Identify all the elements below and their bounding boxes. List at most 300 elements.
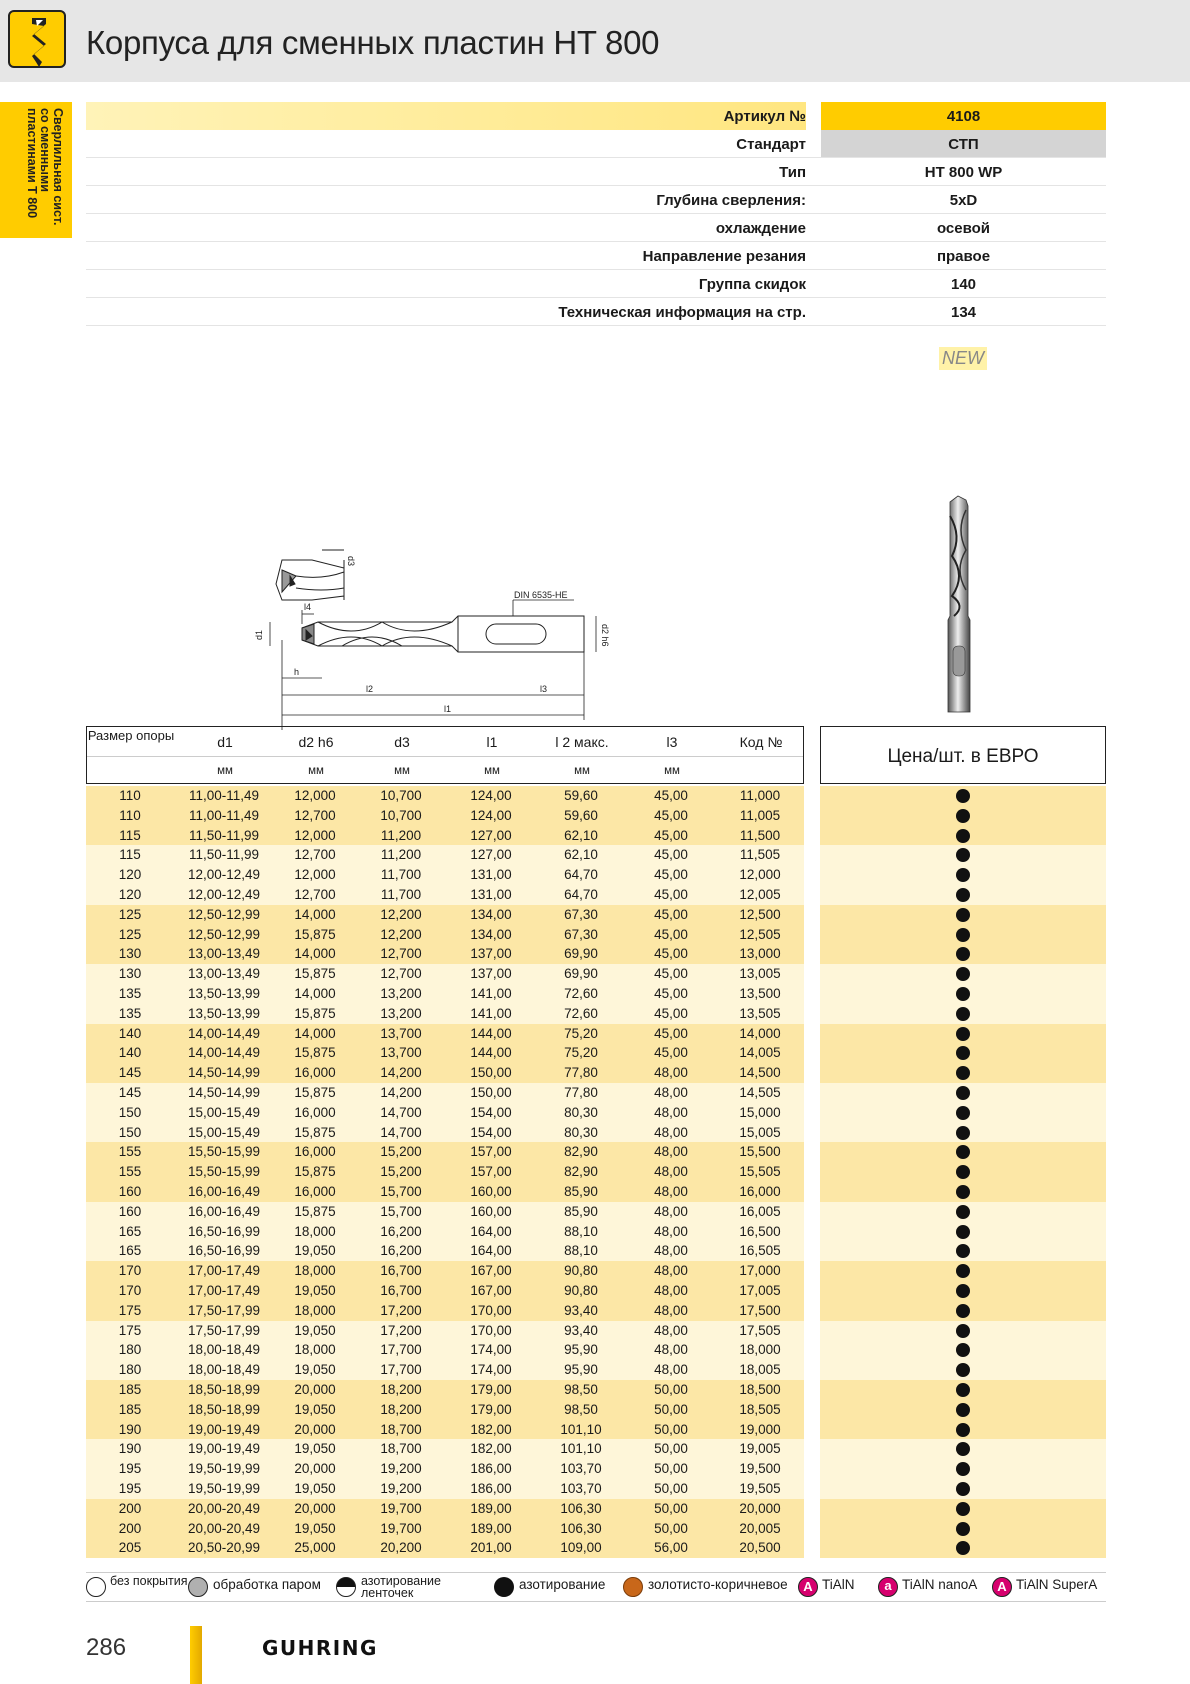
table-cell: 174,00: [470, 1362, 512, 1378]
availability-dot-icon: [956, 1502, 970, 1516]
table-cell: 13,00-13,49: [187, 966, 261, 982]
availability-dot-icon: [956, 1205, 970, 1219]
table-cell: 48,00: [654, 1065, 688, 1081]
table-row: [86, 1103, 1106, 1123]
table-cell: 14,000: [294, 946, 336, 962]
table-cell: 145: [118, 1065, 142, 1081]
table-cell: 144,00: [470, 1045, 512, 1061]
table-row: [86, 1024, 1106, 1044]
steam-treated-icon: [188, 1577, 208, 1597]
table-cell: 13,500: [739, 986, 781, 1001]
table-cell: 15,700: [380, 1184, 422, 1199]
table-cell: 45,00: [654, 827, 688, 843]
table-cell: 19,000: [739, 1421, 781, 1437]
tialn-nanoa-icon: a: [878, 1577, 898, 1597]
legend-label: золотисто-коричневое: [648, 1577, 788, 1592]
page-title: Корпуса для сменных пластин HT 800: [86, 24, 660, 61]
table-row: [86, 786, 1106, 806]
table-cell: 45,00: [654, 847, 688, 863]
table-cell: 18,00-18,49: [187, 1342, 261, 1358]
table-cell: 19,50-19,99: [187, 1461, 261, 1477]
table-cell: 125: [118, 926, 142, 942]
table-row: [86, 984, 1106, 1004]
spec-value: 4108: [946, 108, 981, 125]
price-header-label: Цена/шт. в ЕВРО: [887, 746, 1039, 767]
availability-dot-icon: [956, 928, 970, 942]
table-cell: 15,005: [739, 1124, 781, 1140]
table-row: [86, 1004, 1106, 1024]
dim-label-l4: l4: [304, 602, 312, 612]
table-cell: 16,000: [294, 1065, 336, 1081]
table-cell: 17,005: [739, 1283, 781, 1298]
table-cell: 165: [118, 1223, 142, 1239]
table-cell: 16,000: [739, 1184, 781, 1199]
table-cell: 12,00-12,49: [187, 887, 261, 902]
table-cell: 144,00: [470, 1025, 512, 1041]
unit-label: мм: [484, 765, 500, 777]
unit-label: мм: [574, 765, 590, 777]
table-cell: 14,000: [294, 986, 336, 1001]
unit-label: мм: [394, 765, 410, 777]
spec-row-discount-group: [86, 270, 1106, 298]
table-cell: 130: [118, 966, 142, 982]
table-cell: 186,00: [470, 1461, 512, 1477]
table-cell: 12,000: [294, 788, 336, 803]
table-cell: 98,50: [564, 1401, 598, 1417]
table-cell: 11,00-11,49: [188, 788, 260, 803]
table-cell: 160: [118, 1184, 142, 1199]
table-cell: 48,00: [654, 1085, 688, 1100]
table-cell: 45,00: [654, 966, 688, 982]
table-cell: 20,50-20,99: [187, 1540, 261, 1556]
table-cell: 13,005: [739, 966, 781, 982]
table-row: [86, 1301, 1106, 1321]
spec-label: Группа скидок: [698, 276, 806, 293]
table-cell: 189,00: [470, 1520, 512, 1536]
table-cell: 140: [118, 1025, 142, 1041]
new-badge: NEW: [939, 347, 987, 370]
table-cell: 19,500: [739, 1461, 781, 1477]
table-row: [86, 1340, 1106, 1360]
table-cell: 48,00: [654, 1184, 688, 1199]
table-cell: 50,00: [654, 1441, 688, 1457]
table-cell: 93,40: [564, 1322, 598, 1338]
table-cell: 130: [118, 946, 142, 962]
availability-dot-icon: [956, 888, 970, 902]
table-cell: 16,50-16,99: [187, 1243, 261, 1259]
table-cell: 145: [118, 1085, 142, 1100]
table-cell: 85,90: [564, 1184, 598, 1199]
table-cell: 205: [118, 1540, 142, 1556]
table-cell: 19,050: [294, 1283, 336, 1298]
table-cell: 48,00: [654, 1283, 688, 1298]
table-cell: 19,700: [380, 1500, 422, 1516]
table-cell: 45,00: [654, 1005, 688, 1021]
table-cell: 15,00-15,49: [187, 1124, 261, 1140]
table-cell: 189,00: [470, 1500, 512, 1516]
table-cell: 20,00-20,49: [187, 1520, 261, 1536]
legend-label: азотирование: [519, 1577, 606, 1592]
availability-dot-icon: [956, 1106, 970, 1120]
table-cell: 16,00-16,49: [187, 1203, 261, 1219]
availability-dot-icon: [956, 1284, 970, 1298]
table-cell: 18,200: [380, 1401, 422, 1417]
legend-label: без покрытия: [110, 1574, 188, 1588]
table-cell: 16,200: [380, 1223, 422, 1239]
table-row: [86, 806, 1106, 826]
table-cell: 14,000: [739, 1025, 781, 1041]
availability-dot-icon: [956, 1126, 970, 1140]
table-cell: 16,505: [739, 1243, 781, 1259]
table-cell: 12,200: [380, 906, 422, 922]
spec-label: Тип: [779, 164, 806, 181]
availability-dot-icon: [956, 1324, 970, 1338]
table-cell: 167,00: [470, 1283, 512, 1298]
table-cell: 195: [118, 1481, 142, 1496]
table-cell: 19,050: [294, 1322, 336, 1338]
table-cell: 185: [118, 1382, 142, 1397]
gold-brown-icon: [623, 1577, 643, 1597]
table-row: [86, 964, 1106, 984]
table-cell: 18,000: [294, 1342, 336, 1358]
spec-label: охлаждение: [715, 220, 806, 237]
table-cell: 175: [118, 1322, 142, 1338]
table-cell: 14,50-14,99: [187, 1065, 261, 1081]
table-row: [86, 1538, 1106, 1558]
table-cell: 19,200: [380, 1461, 422, 1477]
table-cell: 14,005: [739, 1045, 781, 1061]
table-cell: 14,500: [739, 1065, 781, 1081]
table-cell: 11,500: [739, 827, 781, 843]
table-cell: 137,00: [470, 946, 512, 962]
table-cell: 19,050: [294, 1520, 336, 1536]
table-row: [86, 1360, 1106, 1380]
margin-nitriding-icon: [336, 1577, 356, 1597]
table-cell: 18,700: [380, 1421, 422, 1437]
table-cell: 62,10: [564, 847, 598, 863]
table-cell: 17,50-17,99: [187, 1302, 261, 1318]
table-cell: 12,500: [739, 906, 781, 922]
availability-dot-icon: [956, 809, 970, 823]
table-cell: 20,000: [294, 1500, 336, 1516]
page-header: [0, 0, 1190, 82]
table-cell: 80,30: [564, 1104, 598, 1120]
table-cell: 48,00: [654, 1342, 688, 1358]
availability-dot-icon: [956, 1482, 970, 1496]
table-cell: 19,050: [294, 1481, 336, 1496]
table-cell: 50,00: [654, 1461, 688, 1477]
table-cell: 25,000: [294, 1540, 336, 1556]
table-row: [86, 905, 1106, 925]
spec-row-cooling: [86, 214, 1106, 242]
table-cell: 19,005: [739, 1441, 781, 1457]
spec-row-depth: [86, 186, 1106, 214]
table-cell: 101,10: [560, 1441, 602, 1457]
table-cell: 141,00: [470, 986, 512, 1001]
table-cell: 45,00: [654, 788, 688, 803]
table-cell: 82,90: [564, 1164, 598, 1180]
table-cell: 18,000: [294, 1302, 336, 1318]
table-cell: 15,700: [380, 1203, 422, 1219]
section-tab: [0, 102, 72, 238]
availability-dot-icon: [956, 987, 970, 1001]
table-cell: 20,000: [739, 1500, 781, 1516]
col-header-d1: d1: [217, 734, 233, 750]
table-cell: 75,20: [564, 1045, 598, 1061]
table-cell: 72,60: [564, 986, 598, 1001]
table-cell: 19,050: [294, 1362, 336, 1378]
brand-logo: GUHRING: [262, 1636, 378, 1660]
table-cell: 13,505: [739, 1005, 781, 1021]
table-cell: 14,50-14,99: [187, 1085, 261, 1100]
table-cell: 170,00: [470, 1322, 512, 1338]
col-header-l1: l1: [486, 734, 498, 750]
table-cell: 20,200: [380, 1540, 422, 1556]
table-cell: 16,000: [294, 1104, 336, 1120]
table-cell: 190: [118, 1441, 142, 1457]
table-cell: 115: [119, 847, 141, 863]
table-cell: 195: [118, 1461, 142, 1477]
spec-label: Техническая информация на стр.: [558, 304, 806, 321]
table-row: [86, 1439, 1106, 1459]
table-cell: 15,875: [294, 1045, 336, 1061]
legend-label: обработка паром: [213, 1577, 321, 1592]
table-cell: 50,00: [654, 1520, 688, 1536]
table-cell: 20,00-20,49: [187, 1500, 261, 1516]
table-cell: 45,00: [654, 946, 688, 962]
table-cell: 16,50-16,99: [187, 1223, 261, 1239]
table-cell: 45,00: [654, 887, 688, 902]
spec-label: Глубина сверления:: [656, 192, 806, 209]
table-cell: 12,005: [739, 887, 781, 902]
table-cell: 19,00-19,49: [187, 1441, 261, 1457]
table-cell: 18,200: [380, 1382, 422, 1397]
table-cell: 12,505: [739, 926, 781, 942]
table-cell: 110: [119, 807, 141, 823]
unit-label: мм: [217, 765, 233, 777]
table-cell: 15,875: [294, 1005, 336, 1021]
table-row: [86, 885, 1106, 905]
table-cell: 80,30: [564, 1124, 598, 1140]
table-cell: 106,30: [560, 1520, 602, 1536]
table-row: [86, 1202, 1106, 1222]
table-cell: 103,70: [560, 1461, 602, 1477]
table-cell: 180: [118, 1342, 142, 1358]
table-cell: 13,000: [739, 946, 781, 962]
table-cell: 20,000: [294, 1421, 336, 1437]
table-cell: 45,00: [654, 807, 688, 823]
tool-photo: [940, 496, 980, 716]
table-cell: 14,000: [294, 1025, 336, 1041]
table-cell: 20,000: [294, 1382, 336, 1397]
table-cell: 180: [118, 1362, 142, 1378]
table-cell: 48,00: [654, 1302, 688, 1318]
table-cell: 120: [118, 867, 142, 883]
table-cell: 13,700: [380, 1025, 422, 1041]
table-cell: 124,00: [470, 788, 512, 803]
table-cell: 69,90: [564, 946, 598, 962]
section-tab-label: [25, 108, 64, 232]
table-cell: 157,00: [470, 1164, 512, 1180]
table-cell: 12,000: [294, 867, 336, 883]
table-cell: 150,00: [470, 1085, 512, 1100]
table-cell: 170: [118, 1263, 142, 1279]
table-cell: 17,500: [739, 1302, 781, 1318]
table-cell: 14,505: [739, 1085, 781, 1100]
page-number: 286: [86, 1634, 127, 1661]
col-header-d3: d3: [394, 734, 410, 750]
table-cell: 18,505: [739, 1401, 781, 1417]
table-cell: 11,50-11,99: [188, 847, 260, 863]
table-cell: 174,00: [470, 1342, 512, 1358]
spec-value: 5xD: [949, 192, 978, 209]
table-cell: 154,00: [470, 1124, 512, 1140]
table-cell: 186,00: [470, 1481, 512, 1496]
table-cell: 88,10: [564, 1223, 598, 1239]
table-cell: 200: [118, 1520, 142, 1536]
table-cell: 175: [118, 1302, 142, 1318]
col-header-code: Код №: [739, 734, 783, 750]
table-cell: 179,00: [470, 1382, 512, 1397]
dim-label-d1: d1: [254, 629, 264, 640]
table-cell: 45,00: [654, 906, 688, 922]
table-cell: 20,500: [739, 1540, 781, 1556]
table-row: [86, 845, 1106, 865]
table-cell: 127,00: [470, 827, 512, 843]
table-cell: 77,80: [564, 1065, 598, 1081]
availability-dot-icon: [956, 1007, 970, 1021]
table-cell: 150: [118, 1104, 142, 1120]
table-cell: 18,00-18,49: [187, 1362, 261, 1378]
table-cell: 85,90: [564, 1203, 598, 1219]
table-cell: 45,00: [654, 867, 688, 883]
legend-label: TiAlN nanoA: [902, 1577, 978, 1592]
dim-label-d2: d2 h6: [600, 624, 610, 647]
table-row: [86, 925, 1106, 945]
table-cell: 48,00: [654, 1322, 688, 1338]
uncoated-icon: [86, 1577, 106, 1597]
table-row: [86, 1380, 1106, 1400]
spec-label: Стандарт: [736, 136, 806, 153]
table-cell: 75,20: [564, 1025, 598, 1041]
table-cell: 19,505: [739, 1481, 781, 1496]
table-cell: 170: [118, 1283, 142, 1298]
table-cell: 155: [118, 1164, 142, 1180]
legend-label: азотирование ленточек: [361, 1574, 441, 1600]
table-cell: 15,50-15,99: [187, 1144, 261, 1160]
dim-label-h: h: [294, 667, 300, 677]
spec-row-article: [86, 102, 1106, 130]
table-cell: 13,50-13,99: [187, 986, 261, 1001]
table-cell: 59,60: [564, 807, 598, 823]
table-cell: 95,90: [564, 1342, 598, 1358]
table-cell: 154,00: [470, 1104, 512, 1120]
table-cell: 18,005: [739, 1362, 781, 1378]
dim-label-l2: l2: [366, 684, 374, 694]
table-cell: 18,700: [380, 1441, 422, 1457]
table-cell: 185: [118, 1401, 142, 1417]
table-cell: 164,00: [470, 1223, 512, 1239]
table-row: [86, 1162, 1106, 1182]
spec-row-direction: [86, 242, 1106, 270]
unit-label: мм: [664, 765, 680, 777]
table-row: [86, 1123, 1106, 1143]
section-tab-line: пластинами Т 800: [25, 108, 39, 219]
table-cell: 48,00: [654, 1164, 688, 1180]
spec-value: правое: [936, 248, 991, 265]
din-label: DIN 6535-HE: [514, 590, 568, 600]
table-cell: 19,050: [294, 1441, 336, 1457]
table-row: [86, 865, 1106, 885]
table-cell: 12,700: [294, 847, 336, 863]
table-cell: 17,200: [380, 1322, 422, 1338]
table-cell: 90,80: [564, 1263, 598, 1279]
table-cell: 137,00: [470, 966, 512, 982]
table-cell: 82,90: [564, 1144, 598, 1160]
table-cell: 12,00-12,49: [187, 867, 261, 883]
spec-row-type: [86, 158, 1106, 186]
availability-dot-icon: [956, 1403, 970, 1417]
table-cell: 17,700: [380, 1342, 422, 1358]
availability-dot-icon: [956, 1027, 970, 1041]
table-cell: 90,80: [564, 1283, 598, 1298]
table-cell: 12,000: [739, 867, 781, 883]
table-row: [86, 1499, 1106, 1519]
table-cell: 15,875: [294, 1203, 336, 1219]
table-cell: 15,875: [294, 1085, 336, 1100]
table-cell: 120: [118, 887, 142, 902]
table-cell: 16,000: [294, 1184, 336, 1199]
table-cell: 56,00: [654, 1540, 688, 1556]
table-cell: 15,500: [739, 1144, 781, 1160]
table-row: [86, 1261, 1106, 1281]
table-cell: 12,700: [294, 887, 336, 902]
table-cell: 20,005: [739, 1520, 781, 1536]
table-row: [86, 1043, 1106, 1063]
table-cell: 14,200: [380, 1065, 422, 1081]
table-cell: 10,700: [380, 807, 422, 823]
table-cell: 164,00: [470, 1243, 512, 1259]
tialn-icon: A: [798, 1577, 818, 1597]
table-cell: 160,00: [470, 1203, 512, 1219]
table-cell: 18,000: [739, 1342, 781, 1358]
table-cell: 200: [118, 1500, 142, 1516]
table-cell: 19,700: [380, 1520, 422, 1536]
col-header-support-size: Размер опоры: [87, 728, 175, 743]
table-cell: 150: [118, 1124, 142, 1140]
table-cell: 77,80: [564, 1085, 598, 1100]
table-cell: 16,200: [380, 1243, 422, 1259]
table-row: [86, 1241, 1106, 1261]
dim-label-l3: l3: [540, 684, 548, 694]
table-cell: 16,00-16,49: [187, 1184, 261, 1199]
table-cell: 12,700: [380, 966, 422, 982]
table-row: [86, 1222, 1106, 1242]
availability-dot-icon: [956, 908, 970, 922]
table-cell: 14,200: [380, 1085, 422, 1100]
table-row: [86, 944, 1106, 964]
table-cell: 160,00: [470, 1184, 512, 1199]
table-cell: 201,00: [470, 1540, 512, 1556]
table-row: [86, 1519, 1106, 1539]
table-cell: 50,00: [654, 1401, 688, 1417]
table-cell: 67,30: [564, 906, 598, 922]
table-cell: 15,200: [380, 1164, 422, 1180]
col-header-l3: l3: [666, 734, 678, 750]
spec-value: осевой: [936, 220, 991, 237]
table-cell: 11,700: [380, 887, 422, 902]
table-cell: 11,700: [380, 867, 422, 883]
